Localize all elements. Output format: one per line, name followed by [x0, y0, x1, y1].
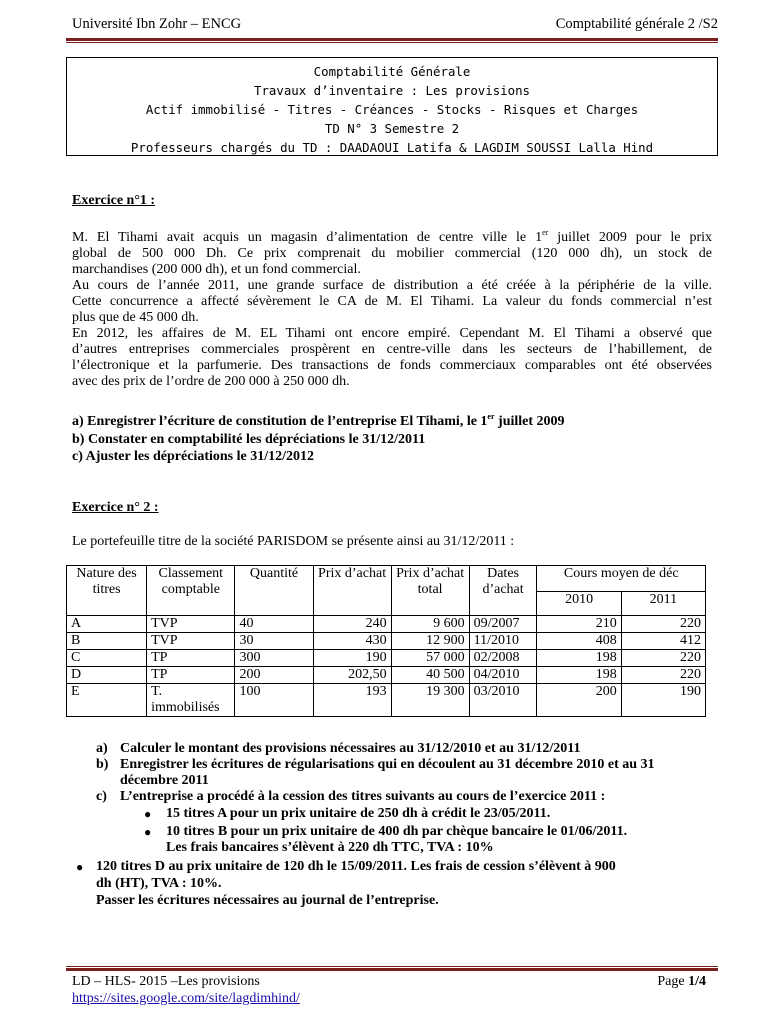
table-row: E T. immobilisés 100 193 19 300 03/2010 200 190: [67, 684, 706, 717]
col-header-dates: Dates d’achat: [469, 566, 537, 616]
ex1-question-b: b) Constater en comptabilité les dépréciations le 31/12/2011: [72, 432, 426, 447]
header-rule: [66, 38, 718, 41]
bullet-icon: ●: [76, 860, 84, 874]
footer-left: LD – HLS- 2015 –Les provisions: [72, 974, 260, 989]
ex2-bullet-2-note: Les frais bancaires s’élèvent à 220 dh TTC, TVA : 10%: [166, 840, 494, 855]
col-header-2011: 2011: [621, 592, 705, 616]
footer-rule-thin: [66, 966, 718, 967]
bullet-icon: ●: [144, 807, 152, 821]
title-box: [66, 57, 718, 156]
col-header-classement: Classement comptable: [147, 566, 235, 616]
ex2-bullet-3-cont: dh (HT), TVA : 10%.: [96, 876, 222, 891]
table-row: D TP 200 202,50 40 500 04/2010 198 220: [67, 667, 706, 684]
title-line: Comptabilité Générale: [313, 64, 471, 79]
exercise-2-title: Exercice n° 2 :: [72, 500, 159, 515]
ex2-final-instruction: Passer les écritures nécessaires au journal de l’entreprise.: [96, 893, 439, 908]
page-header: [72, 16, 718, 36]
ex1-question-a: a) Enregistrer l’écriture de constitution de l’entreprise El Tihami, le 1er juillet 2009: [72, 412, 565, 429]
table-row: C TP 300 190 57 000 02/2008 198 220: [67, 650, 706, 667]
header-right: Comptabilité générale 2 /S2: [555, 16, 718, 32]
col-header-quantite: Quantité: [235, 566, 313, 616]
table-row: B TVP 30 430 12 900 11/2010 408 412: [67, 633, 706, 650]
title-line: Travaux d’inventaire : Les provisions: [253, 83, 530, 98]
footer-url: [72, 991, 300, 1007]
table-row: A TVP 40 240 9 600 09/2007 210 220: [67, 616, 706, 633]
col-header-2010: 2010: [537, 592, 621, 616]
footer-page-number: Page 1/4: [657, 974, 706, 989]
exercise-1-title: Exercice n°1 :: [72, 193, 156, 208]
document-page: Université Ibn Zohr – ENCG Comptabilité générale 2 /S2 Comptabilité Générale Travaux d’inventaire : Les provisions Actif immobilisé - Titres - Créances - Stocks - Risques et Charges TD N° 3 Semestre 2 Professeurs chargés du TD : DAADAOUI Latifa & LAGDIM SOUSSI Lalla Hind Exercice n°1 : M. El Tihami avait acquis un magasin d’alimentation de centre ville le 1er juillet 2009 pour le prix global de 500 000 Dh. Ce prix comprenait du mobilier commercial (120 000 dh), un stock de marchandises (200 000 dh), et un fond commercial. Au cours de l’année 2011, une grande surface de distribution a été créée à la périphérie de la ville. Cette concurrence a affecté sévèrement le CA de M. El Tihami. La valeur du fonds commercial n’est plus que de 45 000 dh. En 2012, les affaires de M. EL Tihami ont encore empiré. Cependant M. El Tihami a observé que d’autres entreprises commerciales prospèrent en centre-ville dans les secteurs de l’habillement, de l’électronique et la parfumerie. Des transactions de fonds commerciaux comparables ont été observées avec des prix de l’ordre de 200 000 à 250 000 dh. a) Enregistrer l’écriture de constitution de l’entreprise El Tihami, le 1er juillet 2009 b) Constater en comptabilité les dépréciations le 31/12/2011 c) Ajuster les dépréciations le 31/12/2012 Exercice n° 2 : Le portefeuille titre de la société PARISDOM se présente ainsi au 31/12/2011 : Nature des titres Classement comptable Quantité Prix d’achat Prix d’achat total Dates d’achat Cours moyen de déc 2010 2011 A TVP 40 240 9 600 09/2007 210 220 B TVP 30 430 12 900 11/2010 408 412 C TP 300 190 57 000 02/2008 198 220 D TP 200 202,50 40 500 04/2010 198 220 E T. immobilisés 100 193 19 300 03/2010 200 190 a) Calculer le montant des provisions nécessaires au 31/12/2010 et au 31/12/2011 b) Enregistrer les écritures de régularisations qui en découlent au 31 décembre 2010 et au 31 décembre 2011 c) L’entreprise a procédé à la cession des titres suivants au cours de l’exercice 2011 : ● 15 titres A pour un prix unitaire de 250 dh à crédit le 23/05/2011. ● 10 titres B pour un prix unitaire de 400 dh par chèque bancaire le 01/06/2011. Les frais bancaires s’élèvent à 220 dh TTC, TVA : 10% ● 120 titres D au prix unitaire de 120 dh le 15/09/2011. Les frais de cession s’élèvent à 900 dh (HT), TVA : 10%. Passer les écritures nécessaires au journal de l’entreprise. LD – HLS- 2015 –Les provisions Page 1/4 https://sites.google.com/site/lagdimhind/: [0, 0, 768, 1024]
title-line: TD N° 3 Semestre 2: [324, 121, 460, 136]
ex1-question-c: c) Ajuster les dépréciations le 31/12/2012: [72, 449, 314, 464]
ex2-bullet-2: 10 titres B pour un prix unitaire de 400 dh par chèque bancaire le 01/06/2011.: [166, 824, 628, 839]
ex1-paragraph-1: M. El Tihami avait acquis un magasin d’alimentation de centre ville le 1er juillet 2009 pour le prix global de 500 000 Dh. Ce prix comprenait du mobilier commercial (120 000 dh), un stock de marchandises (200 000 dh), et un fond commercial. Au cours de l’année 2011, une grande surface de distribution a été créée à la périphérie de la ville. Cette concurrence a affecté sévèrement le CA de M. El Tihami. La valeur du fonds commercial n’est plus que de 45 000 dh. En 2012, les affaires de M. EL Tihami ont encore empiré. Cependant M. El Tihami a observé que d’autres entreprises commerciales prospèrent en centre-ville dans les secteurs de l’habillement, de l’électronique et la parfumerie. Des transactions de fonds commerciaux comparables ont été observées avec des prix de l’ordre de 200 000 à 250 000 dh.: [72, 228, 712, 389]
ex2-bullet-1: 15 titres A pour un prix unitaire de 250 dh à crédit le 23/05/2011.: [166, 806, 551, 821]
header-rule-thin: [66, 42, 718, 43]
bullet-icon: ●: [144, 825, 152, 839]
col-header-nature: Nature des titres: [67, 566, 147, 616]
footer-rule: [66, 968, 718, 971]
site-link[interactable]: https://sites.google.com/site/lagdimhind/: [72, 991, 300, 1006]
ex2-bullet-3: 120 titres D au prix unitaire de 120 dh le 15/09/2011. Les frais de cession s’élèvent à 900: [96, 859, 616, 874]
col-header-prix-total: Prix d’achat total: [391, 566, 469, 616]
portfolio-table: [66, 565, 706, 717]
title-line: Actif immobilisé - Titres - Créances - Stocks - Risques et Charges: [145, 102, 639, 117]
col-header-prix: Prix d’achat: [313, 566, 391, 616]
col-header-cours: Cours moyen de déc: [537, 566, 706, 592]
ex2-intro: Le portefeuille titre de la société PARISDOM se présente ainsi au 31/12/2011 :: [72, 534, 515, 549]
title-line: Professeurs chargés du TD : DAADAOUI Latifa & LAGDIM SOUSSI Lalla Hind: [130, 140, 654, 155]
header-left: Université Ibn Zohr – ENCG: [72, 16, 242, 32]
